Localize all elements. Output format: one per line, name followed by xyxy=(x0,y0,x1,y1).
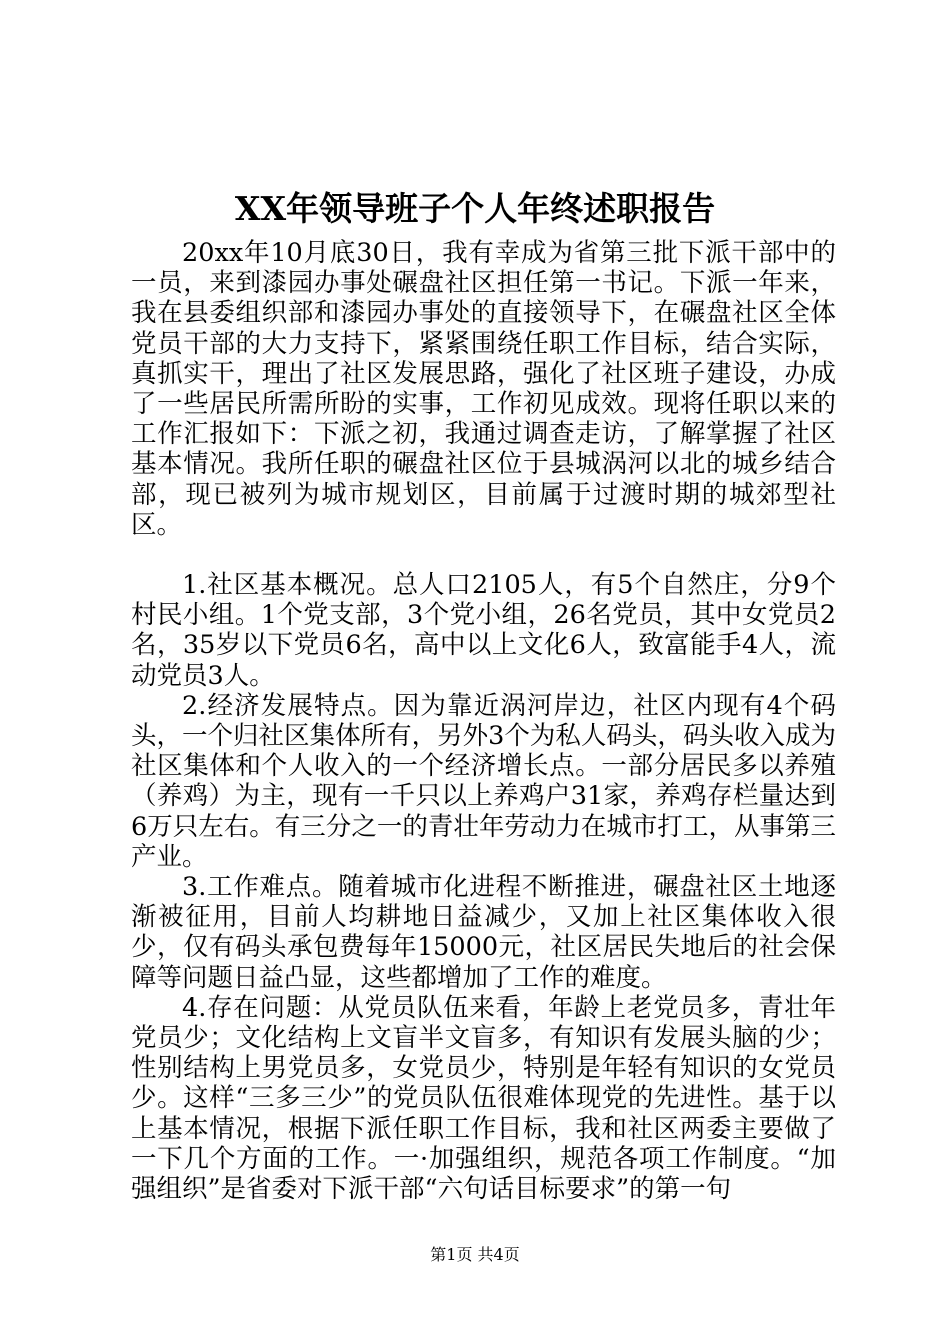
paragraph-community-overview: 1.社区基本概况。总人口2105人，有5个自然庄，分9个村民小组。1个党支部，3个党小组，26名党员，其中女党员2名，35岁以下党员6名，高中以上文化6人，致富能手4人，流动党员3人。 xyxy=(131,570,836,691)
paragraph-work-difficulties: 3.工作难点。随着城市化进程不断推进，碾盘社区土地逐渐被征用，目前人均耕地日益减少，又加上社区集体收入很少，仅有码头承包费每年15000元，社区居民失地后的社会保障等问题日益凸显，这些都增加了工作的难度。 xyxy=(131,872,836,993)
page-number-footer: 第1页 共4页 xyxy=(430,1245,520,1264)
document-body xyxy=(131,238,836,1204)
paragraph-intro: 20xx年10月底30日，我有幸成为省第三批下派干部中的一员，来到漆园办事处碾盘社区担任第一书记。下派一年来，我在县委组织部和漆园办事处的直接领导下，在碾盘社区全体党员干部的大力支持下，紧紧围绕任职工作目标，结合实际，真抓实干，理出了社区发展思路，强化了社区班子建设，办成了一些居民所需所盼的实事，工作初见成效。现将任职以来的工作汇报如下：下派之初，我通过调查走访，了解掌握了社区基本情况。我所任职的碾盘社区位于县城涡河以北的城乡结合部，现已被列为城市规划区，目前属于过渡时期的城郊型社区。 xyxy=(131,238,836,540)
paragraph-economic-features: 2.经济发展特点。因为靠近涡河岸边，社区内现有4个码头，一个归社区集体所有，另外3个为私人码头，码头收入成为社区集体和个人收入的一个经济增长点。一部分居民多以养殖（养鸡）为主，现有一千只以上养鸡户31家，养鸡存栏量达到6万只左右。有三分之一的青壮年劳动力在城市打工，从事第三产业。 xyxy=(131,690,836,872)
document-title: XX年领导班子个人年终述职报告 xyxy=(234,189,716,228)
paragraph-existing-problems: 4.存在问题：从党员队伍来看，年龄上老党员多，青壮年党员少；文化结构上文盲半文盲多，有知识有发展头脑的少；性别结构上男党员多，女党员少，特别是年轻有知识的女党员少。这样“三多三少”的党员队伍很难体现党的先进性。基于以上基本情况，根据下派任职工作目标，我和社区两委主要做了一下几个方面的工作。一·加强组织，规范各项工作制度。“加强组织”是省委对下派干部“六句话目标要求”的第一句 xyxy=(131,992,836,1205)
